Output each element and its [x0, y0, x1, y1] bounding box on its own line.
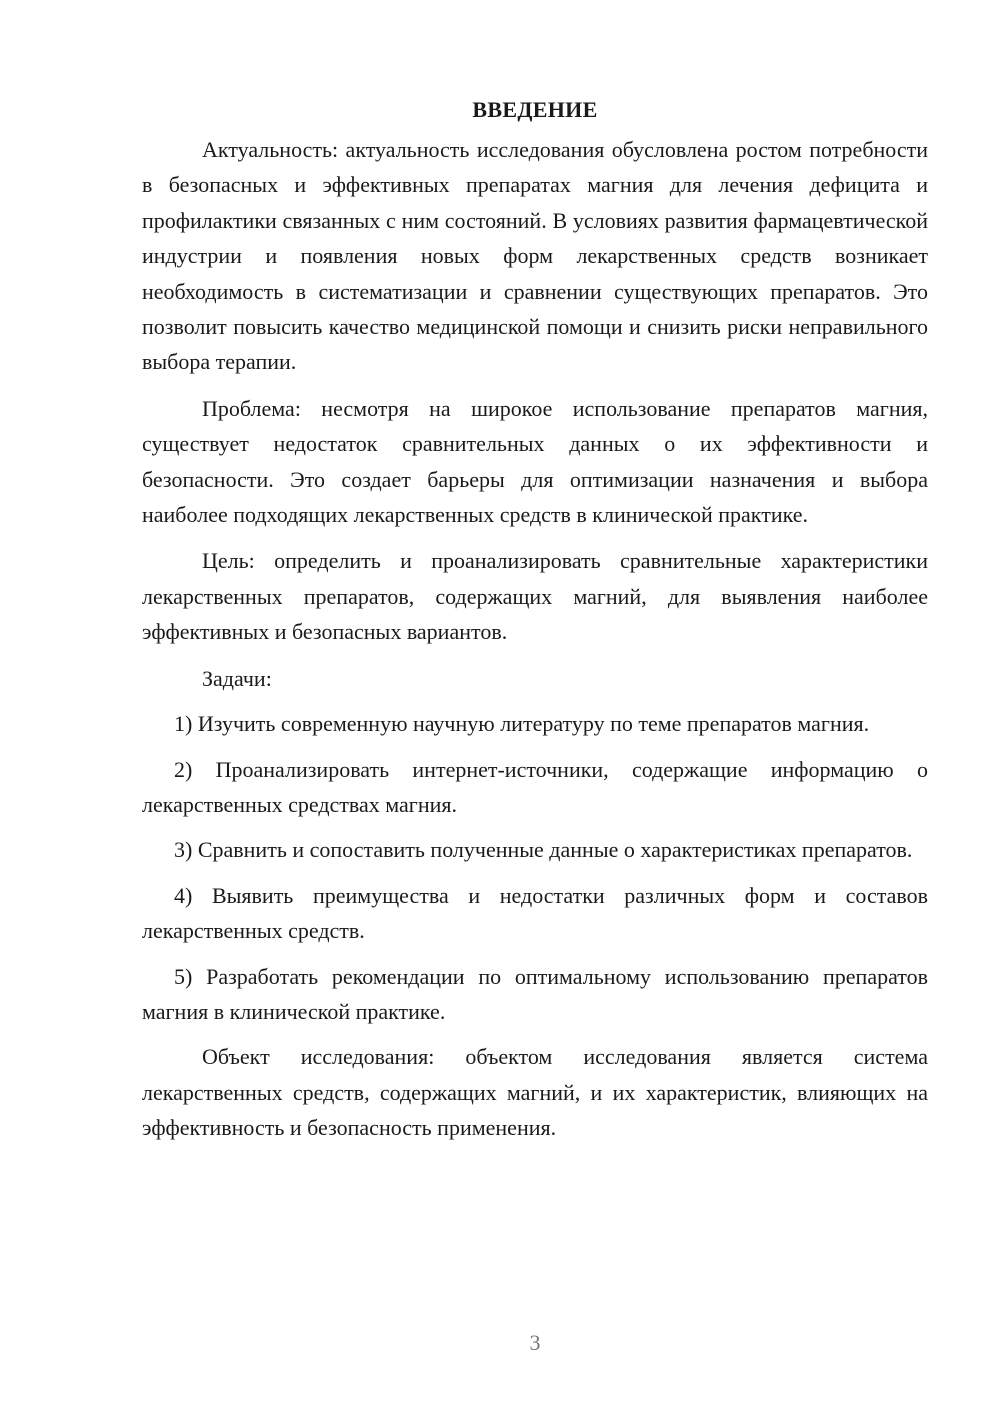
- object-paragraph: Объект исследования: объектом исследования является система лекарственных средств, содержащих магний, и их характеристик, влияющих на эффективность и безопасность применения.: [142, 1044, 928, 1141]
- tasks-list: [142, 706, 928, 1029]
- task-item: 1) Изучить современную научную литературу по теме препаратов магния.: [174, 711, 870, 737]
- tasks-label: Задачи:: [202, 665, 272, 691]
- task-item: 4) Выявить преимущества и недостатки различных форм и составов лекарственных средств.: [142, 882, 928, 944]
- relevance-paragraph: Актуальность: актуальность исследования обусловлена ростом потребности в безопасных и эффективных препаратах магния для лечения дефицита и профилактики связанных с ним состояний. В условиях развития фармацевтической индустрии и появления новых форм лекарственных средств возникает необходимость в систематизации и сравнении существующих препаратов. Это позволит повысить качество медицинской помощи и снизить риски неправильного выбора терапии.: [142, 137, 928, 375]
- problem-paragraph: Проблема: несмотря на широкое использование препаратов магния, существует недостаток сравнительных данных о их эффективности и безопасности. Это создает барьеры для оптимизации назначения и выбора наиболее подходящих лекарственных средств в клинической практике.: [142, 395, 928, 528]
- document-page: [142, 92, 928, 1157]
- task-item: 2) Проанализировать интернет-источники, содержащие информацию о лекарственных средствах магния.: [142, 756, 928, 817]
- section-heading: ВВЕДЕНИЕ: [472, 97, 598, 122]
- task-item: 5) Разработать рекомендации по оптимальному использованию препаратов магния в клинической практике.: [142, 963, 928, 1024]
- goal-paragraph: Цель: определить и проанализировать сравнительные характеристики лекарственных препаратов, содержащих магний, для выявления наиболее эффективных и безопасных вариантов.: [142, 548, 928, 645]
- page-number: 3: [529, 1330, 541, 1355]
- task-item: 3) Сравнить и сопоставить полученные данные о характеристиках препаратов.: [174, 837, 913, 863]
